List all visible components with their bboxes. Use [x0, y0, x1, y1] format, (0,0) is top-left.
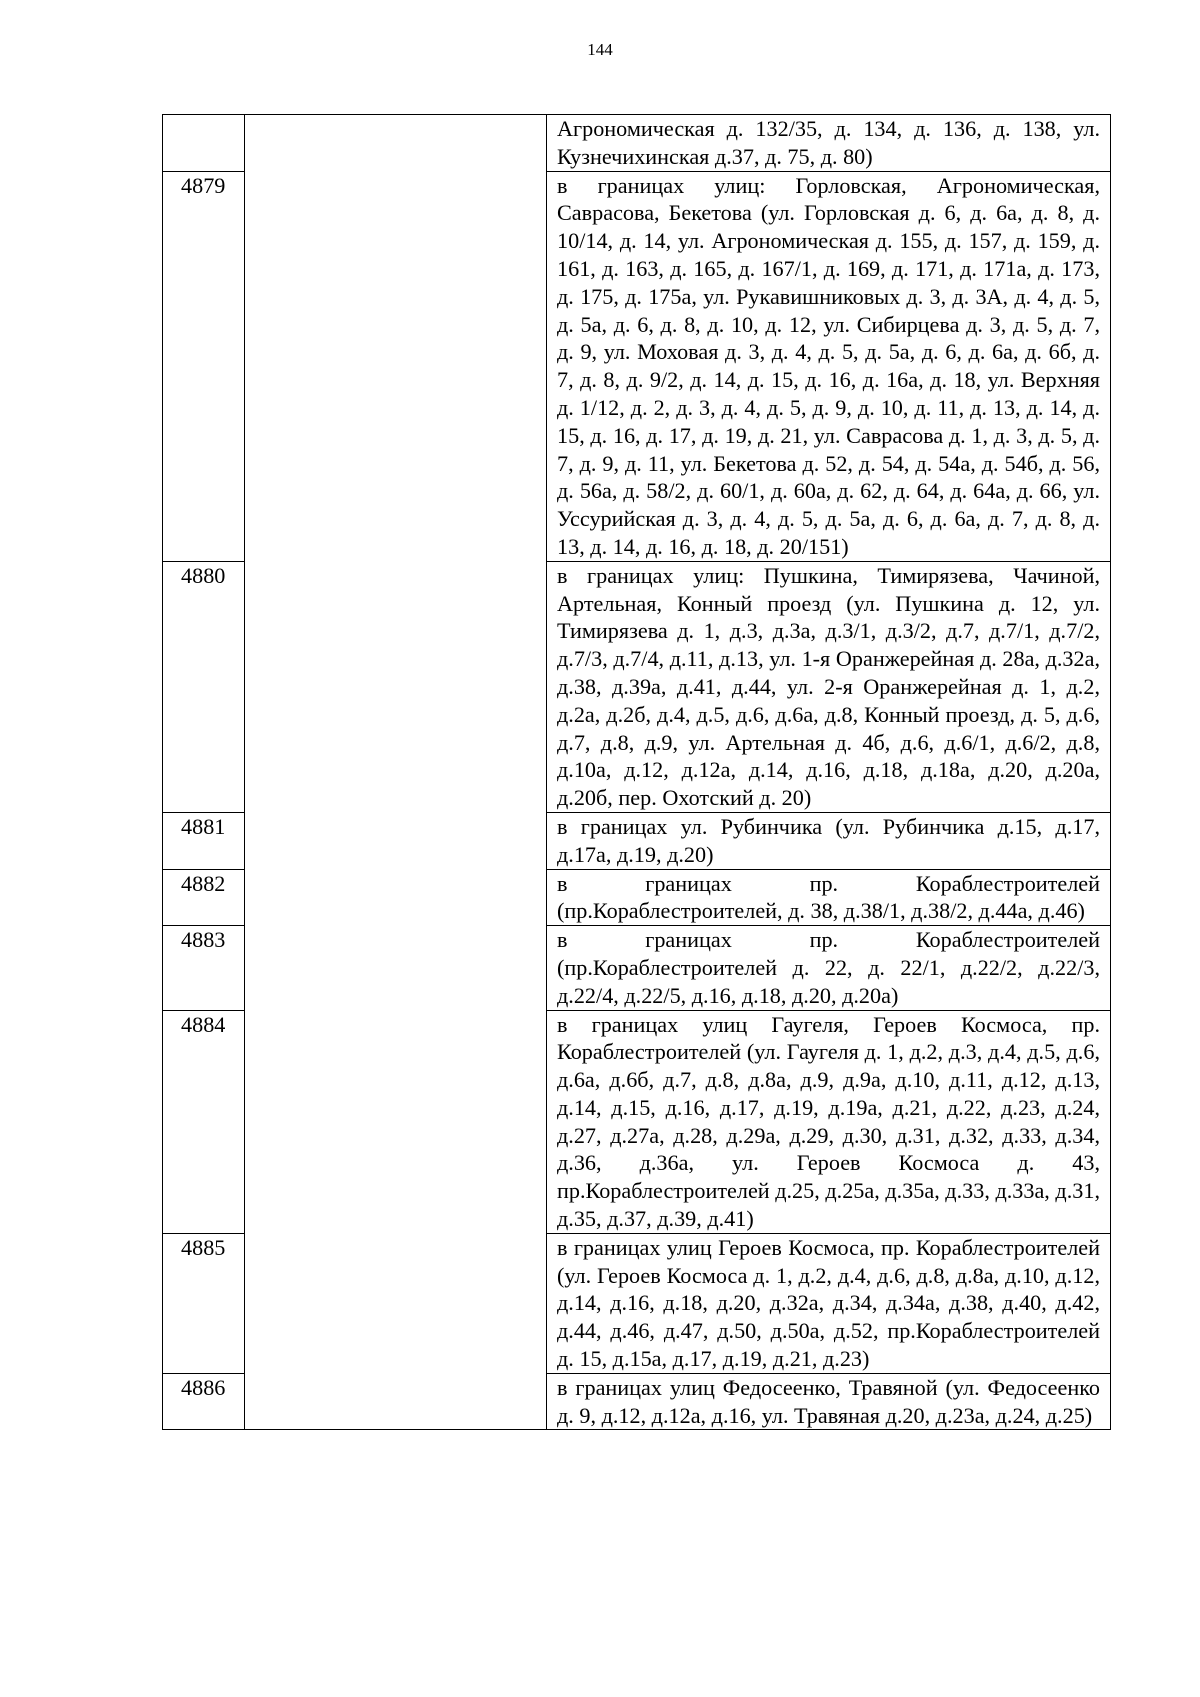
boundary-description: в границах улиц Героев Космоса, пр. Кораблестроителей (ул. Героев Космоса д. 1, д.2, д.4, д.6, д.8, д.8а, д.10, д.12, д.14, д.16, д.18, д.20, д.32а, д.34, д.34а, д.38, д.40, д.42, д.44, д.46, д.47, д.50, д.50а, д.52, пр.Кораблестроителей д. 15, д.15а, д.17, д.19, д.21, д.23): [547, 1233, 1111, 1373]
boundary-description: в границах ул. Рубинчика (ул. Рубинчика д.15, д.17, д.17а, д.19, д.20): [547, 812, 1111, 869]
boundary-description: в границах улиц Гаугеля, Героев Космоса, пр. Кораблестроителей (ул. Гаугеля д. 1, д.2, д.3, д.4, д.5, д.6, д.6а, д.6б, д.7, д.8, д.8а, д.9, д.9а, д.10, д.11, д.12, д.13, д.14, д.15, д.16, д.17, д.19, д.19а, д.21, д.22, д.23, д.24, д.27, д.27а, д.28, д.29а, д.29, д.30, д.31, д.32, д.33, д.34, д.36, д.36а, ул. Героев Космоса д. 43, пр.Кораблестроителей д.25, д.25а, д.35а, д.33, д.33а, д.31, д.35, д.37, д.39, д.41): [547, 1010, 1111, 1233]
boundary-description: Агрономическая д. 132/35, д. 134, д. 136, д. 138, ул. Кузнечихинская д.37, д. 75, д. 80): [547, 115, 1111, 172]
station-number: 4883: [163, 926, 245, 1010]
station-number: 4884: [163, 1010, 245, 1233]
boundary-description: в границах пр. Кораблестроителей (пр.Кораблестроителей д. 22, д. 22/1, д.22/2, д.22/3, д.22/4, д.22/5, д.16, д.18, д.20, д.20а): [547, 926, 1111, 1010]
polling-stations-table: [162, 114, 1111, 1430]
station-number: 4881: [163, 812, 245, 869]
station-number: 4879: [163, 171, 245, 561]
page-number: 144: [587, 40, 613, 59]
station-number: 4880: [163, 561, 245, 812]
station-number: 4882: [163, 869, 245, 926]
boundary-description: в границах пр. Кораблестроителей (пр.Кораблестроителей, д. 38, д.38/1, д.38/2, д.44а, д.46): [547, 869, 1111, 926]
station-number: 4885: [163, 1233, 245, 1373]
address-column-cell: [245, 115, 547, 1430]
boundary-description: в границах улиц: Пушкина, Тимирязева, Чачиной, Артельная, Конный проезд (ул. Пушкина д. 12, ул. Тимирязева д. 1, д.3, д.3а, д.3/1, д.3/2, д.7, д.7/1, д.7/2, д.7/3, д.7/4, д.11, д.13, ул. 1-я Оранжерейная д. 28а, д.32а, д.38, д.39а, д.41, д.44, ул. 2-я Оранжерейная д. 1, д.2, д.2а, д.2б, д.4, д.5, д.6, д.6а, д.8, Конный проезд, д. 5, д.6, д.7, д.8, д.9, ул. Артельная д. 4б, д.6, д.6/1, д.6/2, д.8, д.10а, д.12, д.12а, д.14, д.16, д.18, д.18а, д.20, д.20а, д.20б, пер. Охотский д. 20): [547, 561, 1111, 812]
boundary-description: в границах улиц Федосеенко, Травяной (ул. Федосеенко д. 9, д.12, д.12а, д.16, ул. Травяная д.20, д.23а, д.24, д.25): [547, 1373, 1111, 1430]
station-number: [163, 115, 245, 172]
table-row: [163, 115, 1111, 172]
station-number: 4886: [163, 1373, 245, 1430]
boundary-description: в границах улиц: Горловская, Агрономическая, Саврасова, Бекетова (ул. Горловская д. 6, д. 6а, д. 8, д. 10/14, д. 14, ул. Агрономическая д. 155, д. 157, д. 159, д. 161, д. 163, д. 165, д. 167/1, д. 169, д. 171, д. 171а, д. 173, д. 175, д. 175а, ул. Рукавишниковых д. 3, д. 3А, д. 4, д. 5, д. 5а, д. 6, д. 8, д. 10, д. 12, ул. Сибирцева д. 3, д. 5, д. 7, д. 9, ул. Моховая д. 3, д. 4, д. 5, д. 5а, д. 6, д. 6а, д. 6б, д. 7, д. 8, д. 9/2, д. 14, д. 15, д. 16, д. 16а, д. 18, ул. Верхняя д. 1/12, д. 2, д. 3, д. 4, д. 5, д. 9, д. 10, д. 11, д. 13, д. 14, д. 15, д. 16, д. 17, д. 19, д. 21, ул. Саврасова д. 1, д. 3, д. 5, д. 7, д. 9, д. 11, ул. Бекетова д. 52, д. 54, д. 54а, д. 54б, д. 56, д. 56а, д. 58/2, д. 60/1, д. 60а, д. 62, д. 64, д. 64а, д. 66, ул. Уссурийская д. 3, д. 4, д. 5, д. 5а, д. 6, д. 6а, д. 7, д. 8, д. 13, д. 14, д. 16, д. 18, д. 20/151): [547, 171, 1111, 561]
